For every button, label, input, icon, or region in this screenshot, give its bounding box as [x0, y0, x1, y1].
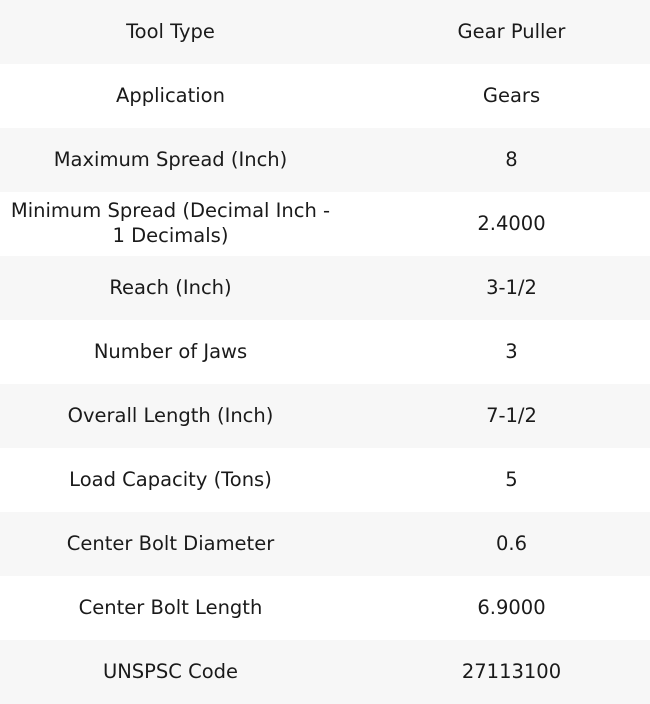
spec-value: Gears: [482, 83, 541, 107]
spec-label: Tool Type: [126, 19, 215, 43]
table-row: [0, 320, 650, 384]
spec-value: 2.4000: [477, 211, 546, 235]
table-row: [0, 192, 650, 256]
spec-label: Reach (Inch): [109, 275, 232, 299]
spec-value: 0.6: [495, 531, 527, 555]
spec-value: 8: [505, 147, 518, 171]
spec-value: 5: [505, 467, 518, 491]
spec-label: Number of Jaws: [93, 339, 248, 363]
spec-value: 7-1/2: [486, 403, 537, 427]
spec-value: 3-1/2: [486, 275, 537, 299]
spec-label: Application: [116, 83, 225, 107]
spec-label: Center Bolt Diameter: [66, 531, 275, 555]
spec-value: Gear Puller: [457, 19, 566, 43]
spec-value: 27113100: [461, 659, 562, 683]
table-row: [0, 0, 650, 64]
spec-label: Load Capacity (Tons): [69, 467, 272, 491]
spec-label: Overall Length (Inch): [67, 403, 274, 427]
table-row: [0, 64, 650, 128]
table-row: [0, 576, 650, 640]
spec-label: Maximum Spread (Inch): [53, 147, 288, 171]
table-row: [0, 128, 650, 192]
spec-label: Center Bolt Length: [78, 595, 263, 619]
spec-value: 6.9000: [477, 595, 546, 619]
table-row: [0, 640, 650, 704]
spec-label: Minimum Spread (Decimal Inch - 1 Decimals): [10, 199, 331, 247]
spec-label: UNSPSC Code: [102, 659, 239, 683]
table-row: [0, 256, 650, 320]
table-row: [0, 512, 650, 576]
table-row: [0, 448, 650, 512]
table-row: [0, 384, 650, 448]
spec-value: 3: [505, 339, 518, 363]
